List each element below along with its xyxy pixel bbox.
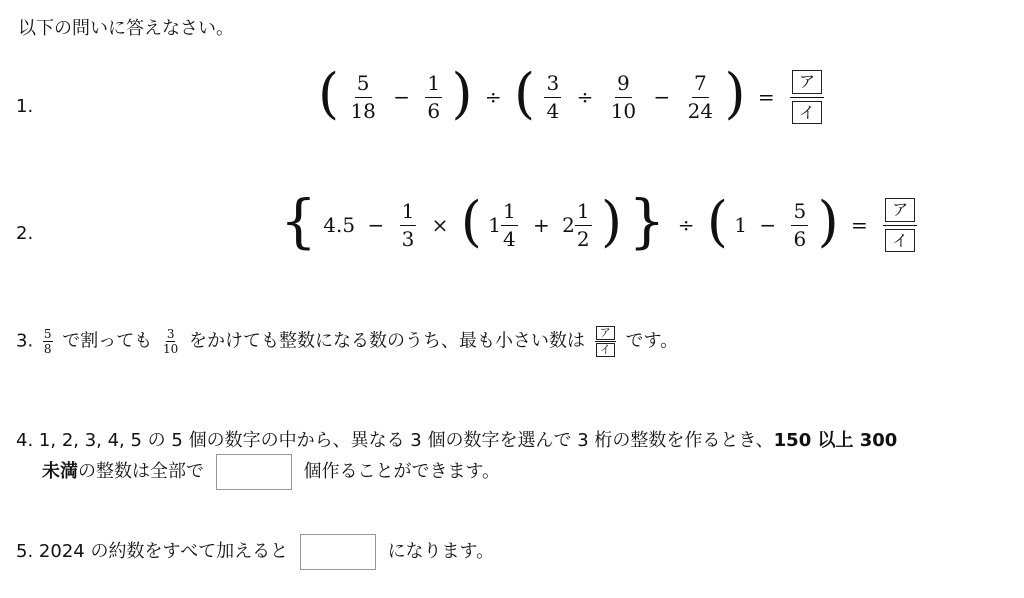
question-1-number: 1.	[16, 96, 34, 117]
question-4-line-2	[42, 454, 500, 490]
answer-box-i: イ	[792, 101, 822, 125]
bold-text: 未満	[42, 461, 78, 482]
answer-fraction	[883, 198, 917, 252]
integer-one: 1	[734, 213, 747, 237]
left-brace: {	[280, 187, 317, 255]
divide-sign: ÷	[677, 213, 695, 237]
bold-text: 150 以上 300	[773, 430, 898, 451]
equals-sign: =	[757, 85, 775, 110]
question-text: の整数は全部で	[78, 461, 204, 482]
left-paren: (	[706, 190, 728, 253]
times-sign: ×	[431, 213, 449, 237]
answer-box-i: イ	[596, 343, 615, 357]
left-paren: (	[514, 62, 536, 126]
fraction: $\frac{5}{18}$	[350, 70, 376, 123]
question-text: をかけても整数になる数のうち、最も小さい数は	[189, 330, 586, 352]
question-3-number: 3.	[16, 330, 34, 352]
equals-sign: =	[851, 213, 868, 237]
mixed-whole: 2	[562, 213, 575, 237]
question-5	[16, 534, 494, 570]
answer-box-a: ア	[792, 70, 822, 94]
answer-fraction	[595, 326, 616, 357]
answer-box-a: ア	[596, 326, 615, 340]
minus-sign: −	[393, 85, 411, 110]
answer-fraction	[790, 70, 824, 124]
minus-sign: −	[759, 213, 777, 237]
mixed-whole: 1	[488, 213, 501, 237]
right-paren: )	[601, 190, 623, 253]
fraction: $\frac{1}{2}$	[576, 198, 590, 251]
fraction: $\frac{9}{10}$	[610, 70, 637, 123]
question-text: 1, 2, 3, 4, 5 の 5 個の数字の中から、異なる 3 個の数字を選んで 3 桁の整数を作るとき、	[38, 430, 774, 451]
question-text: 2024 の約数をすべて加えると	[38, 541, 289, 562]
right-paren: )	[817, 190, 839, 253]
question-text: 個作ることができます。	[303, 461, 501, 482]
plus-sign: +	[533, 213, 550, 237]
fraction: $\frac{3}{10}$	[163, 326, 179, 357]
answer-input[interactable]	[216, 454, 292, 490]
fraction: $\frac{3}{4}$	[546, 70, 560, 123]
fraction: $\frac{5}{6}$	[793, 198, 807, 251]
fraction: $\frac{7}{24}$	[687, 70, 714, 123]
answer-box-a: ア	[885, 198, 915, 222]
left-paren: (	[318, 62, 340, 126]
question-4-line-1	[16, 426, 897, 452]
question-text: です。	[625, 330, 679, 352]
answer-input[interactable]	[300, 534, 376, 570]
question-text: になります。	[387, 541, 495, 562]
question-2-expression	[280, 187, 920, 255]
question-2-number: 2.	[16, 223, 34, 244]
divide-sign: ÷	[576, 85, 594, 110]
answer-box-i: イ	[885, 229, 915, 253]
left-paren: (	[460, 190, 482, 253]
right-brace: }	[628, 187, 666, 255]
decimal-value: 4.5	[323, 213, 356, 237]
minus-sign: −	[653, 85, 671, 110]
question-1-expression	[318, 62, 827, 126]
right-paren: )	[724, 62, 746, 126]
divide-sign: ÷	[484, 85, 502, 110]
question-text: で割っても	[62, 330, 153, 352]
fraction: $\frac{1}{3}$	[401, 198, 415, 251]
question-5-number: 5.	[16, 541, 34, 562]
fraction: $\frac{1}{6}$	[427, 70, 441, 123]
question-3	[16, 326, 678, 357]
right-paren: )	[451, 62, 473, 126]
question-4-number: 4.	[16, 430, 34, 451]
fraction: $\frac{5}{8}$	[43, 326, 52, 357]
fraction: $\frac{1}{4}$	[502, 198, 516, 251]
instructions: 以下の問いに答えなさい。	[18, 18, 234, 39]
minus-sign: −	[367, 213, 385, 237]
